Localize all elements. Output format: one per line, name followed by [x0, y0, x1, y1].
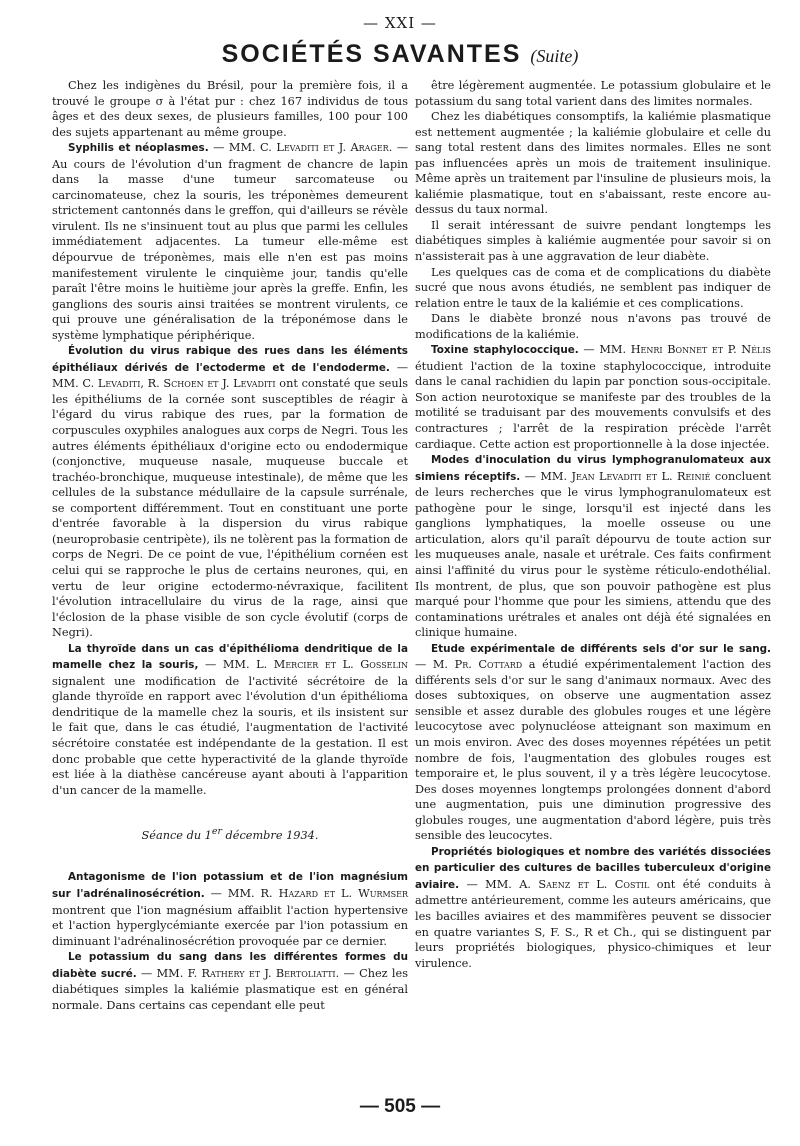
article-authors: — MM. C. Levaditi et J. Arager.	[213, 141, 393, 155]
article-potassium	[52, 949, 408, 1013]
paragraph: Dans le diabète bronzé nous n'avons pas trouvé de modifications de la kaliémie.	[415, 312, 771, 341]
page-roman-numeral: — XXI —	[363, 14, 437, 32]
section-title-suite: (Suite)	[530, 46, 579, 66]
article-authors: — M. Pr. Cottard	[415, 658, 523, 672]
article-body: étudient l'action de la toxine staphylococcique, introduite dans le canal rachidien du lapin par ponction sous-occipitale. Son action neurotoxique se manifeste par des troubles de la motilité se traduisant par des mouvements convulsifs et des contractures ; l'arrêt de la respiration précède l'arrêt cardiaque. Cette action est proportionnelle à la dose injectée.	[415, 359, 771, 451]
article-heading: Le potassium du sang dans les différentes formes du diabète sucré.	[52, 951, 408, 980]
article-body: — Chez les diabétiques simples la kaliémie plasmatique est en général normale. Dans certains cas cependant elle peut	[52, 966, 409, 1012]
article-antagonisme	[52, 869, 408, 949]
section-title	[0, 40, 800, 69]
article-heading: Etude expérimentale de différents sels d'or sur le sang.	[431, 642, 771, 655]
paragraph: Les quelques cas de coma et de complications du diabète sucré que nous avons étudiés, ne semblent pas indiquer de relation entre le taux de la kaliémie et ces complications.	[415, 265, 771, 310]
article-body: a étudié expérimentalement l'action des différents sels d'or sur le sang d'animaux normaux. Avec des doses subtoxiques, on observe une augmentation assez sensible et assez durable des globules rouges et une légère leucocytose avec polynucléose atteignant son maximum en un mois environ. Avec des doses moyennes répétées un petit nombre de fois, l'augmentation des globules rouges est temporaire et, le plus souvent, il y a très légère leucocytose. Des doses moyennes longtemps prolongées donnent d'abord une augmentation, puis une diminution progressive des globules rouges, une augmentation d'abord légère, puis très sensible des leucocytes.	[415, 658, 771, 843]
page-number: — 505 —	[359, 1096, 441, 1117]
seance-date: Séance du 1er décembre 1934.	[141, 826, 319, 842]
article-virus-rabique	[52, 343, 408, 640]
article-sels-or	[415, 641, 771, 844]
article-bacilles	[415, 844, 771, 971]
right-column	[415, 78, 771, 971]
article-heading: Syphilis et néoplasmes.	[68, 142, 209, 155]
article-authors: — MM. R. Hazard et L. Wurmser	[210, 887, 408, 901]
article-authors: — MM. A. Saenz et L. Costil	[466, 877, 650, 891]
article-heading: Propriétés biologiques et nombre des variétés dissociées en particulier des cultures de bacilles tuberculeux d'origine aviaire.	[415, 845, 771, 891]
article-body: signalent une modification de l'activité sécrétoire de la glande thyroïde en rapport avec l'évolution d'un épithélioma dendritique de la mamelle chez la souris, et ils insistent sur le fait que, dans le cas étudié, l'augmentation de l'activité sécrétoire constatée est indépendante de la gestation. Il est donc probable que cette hyperactivité de la glande thyroïde est liée à la diathèse cancéreuse ayant abouti à l'apparition d'un cancer de la mamelle.	[52, 674, 408, 797]
article-body: montrent que l'ion magnésium affaiblit l'action hypertensive et l'action hyperglycémiante exercée par l'ion potassium en diminuant l'adrénalinosécrétion provoquée par ce dernier.	[52, 903, 408, 948]
paragraph: Chez les indigènes du Brésil, pour la première fois, il a trouvé le groupe σ à l'état pur : chez 167 individus de tous âges et des deux sexes, de plusieurs familles, 100 pour 100 des sujets appartenant au même groupe.	[52, 79, 408, 139]
article-heading: La thyroïde dans un cas d'épithélioma dendritique de la mamelle chez la souris,	[52, 642, 408, 672]
article-authors: — MM. C. Levaditi, R. Schoen et J. Levaditi	[52, 360, 408, 391]
paragraph: Il serait intéressant de suivre pendant longtemps les diabétiques simples à kaliémie augmentée pour savoir si on n'assisterait pas à une aggravation de leur diabète.	[415, 218, 771, 264]
article-lymphogranulomateux	[415, 452, 771, 641]
article-syphilis	[52, 140, 408, 343]
article-authors: — MM. F. Rathery et J. Bertoliatti.	[140, 966, 340, 980]
paragraph: être légèrement augmentée. Le potassium globulaire et le potassium du sang total varient dans des limites normales.	[415, 79, 771, 108]
article-heading: Modes d'inoculation du virus lymphogranulomateux aux simiens réceptifs.	[415, 454, 771, 483]
section-title-text: SOCIÉTÉS SAVANTES	[221, 40, 522, 68]
article-body: ont été conduits à admettre antérieurement, comme les auteurs américains, que les bacilles aviaires et des mammifères peuvent se dissocier en quatre variantes S, F. S., R et Ch., qui se distinguent par leurs propriétés biologiques, physico-chimiques et leur virulence.	[415, 877, 772, 970]
left-column	[52, 78, 408, 1013]
article-body: ont constaté que seuls les épithéliums de la cornée sont susceptibles de réagir à l'égard du virus rabique des rues, par la formation de corpuscules oxyphiles analogues aux corps de Negri. Tous les autres éléments épithéliaux d'origine ecto ou endodermique (conjonctive, muqueuse nasale, muqueuse buccale et trachéo-bronchique, muqueuse intestinale), de même que les cellules de la substance médullaire de la capsule surrénale, se comportent différemment. Tout en constituant une porte d'entrée favorable à la dispersion du virus rabique (neuroprobasie centripète), ils ne tolèrent pas la formation de corps de Negri. De ce point de vue, l'épithélium cornéen est celui qui se rapproche le plus de certains neurones, qui, en vertu de leur origine ectodermo-névraxique, facilitent l'évolution intracellulaire du virus de la rage, ainsi que l'éclosion de la phase visible de son cycle évolutif (corps de Negri).	[52, 377, 409, 640]
article-heading: Antagonisme de l'ion potassium et de l'ion magnésium sur l'adrénalinosécrétion.	[52, 871, 408, 901]
article-body: concluent de leurs recherches que le virus lymphogranulomateux est pathogène pour le singe, lorsqu'il est injecté dans les ganglions lymphatiques, la moelle osseuse ou une articulation, alors qu'il paraît dépourvu de toute action sur les muqueuses anale, nasale et urétrale. Ces faits confirment ainsi l'affinité du virus pour le système réticulo-endothélial. Ils montrent, de plus, que son pouvoir pathogène est plus marqué pour l'homme que pour les simiens, attendu que des contaminations urétrales et anales ont déjà été signalées en clinique humaine.	[415, 469, 772, 640]
article-thyroide	[52, 641, 408, 798]
article-heading: Évolution du virus rabique des rues dans les éléments épithéliaux dérivés de l'ectoderme et de l'endoderme.	[52, 345, 408, 374]
article-body: — Au cours de l'évolution d'un fragment de chancre de lapin dans la masse d'une tumeur sarcomateuse ou carcinomateuse, chez la souris, les tréponèmes demeurent strictement cantonnés dans le greffon, qui d'ailleurs se révèle virulent. Ils ne s'insinuent tout au plus que parmi les cellules immédiatement adjacentes. La tumeur elle-même est dépourvue de tréponèmes, mais elle n'en est pas moins manifestement virulente le cinquième jour, tandis qu'elle paraît l'être moins le huitième jour après la greffe. Enfin, les ganglions des souris ainsi traitées se montrent virulents, ce qui prouve une généralisation de la tréponémose dans le système lymphatique périphérique.	[52, 141, 409, 342]
paragraph: Chez les diabétiques consomptifs, la kaliémie plasmatique est nettement augmentée ; la kaliémie globulaire et celle du sang total restent dans des limites normales. Elles ne sont pas influencées après un mois de traitement insulinique. Même après un traitement par l'insuline de plusieurs mois, la kaliémie plasmatique, tout en s'abaissant, reste encore au-dessus du taux normal.	[415, 110, 771, 217]
article-heading: Toxine staphylococcique.	[431, 344, 579, 357]
article-authors: — MM. Jean Levaditi et L. Reinié	[524, 469, 711, 483]
article-authors: — MM. Henri Bonnet et P. Nélis	[583, 343, 771, 357]
article-toxine	[415, 342, 771, 452]
article-authors: — MM. L. Mercier et L. Gosselin	[204, 658, 408, 672]
